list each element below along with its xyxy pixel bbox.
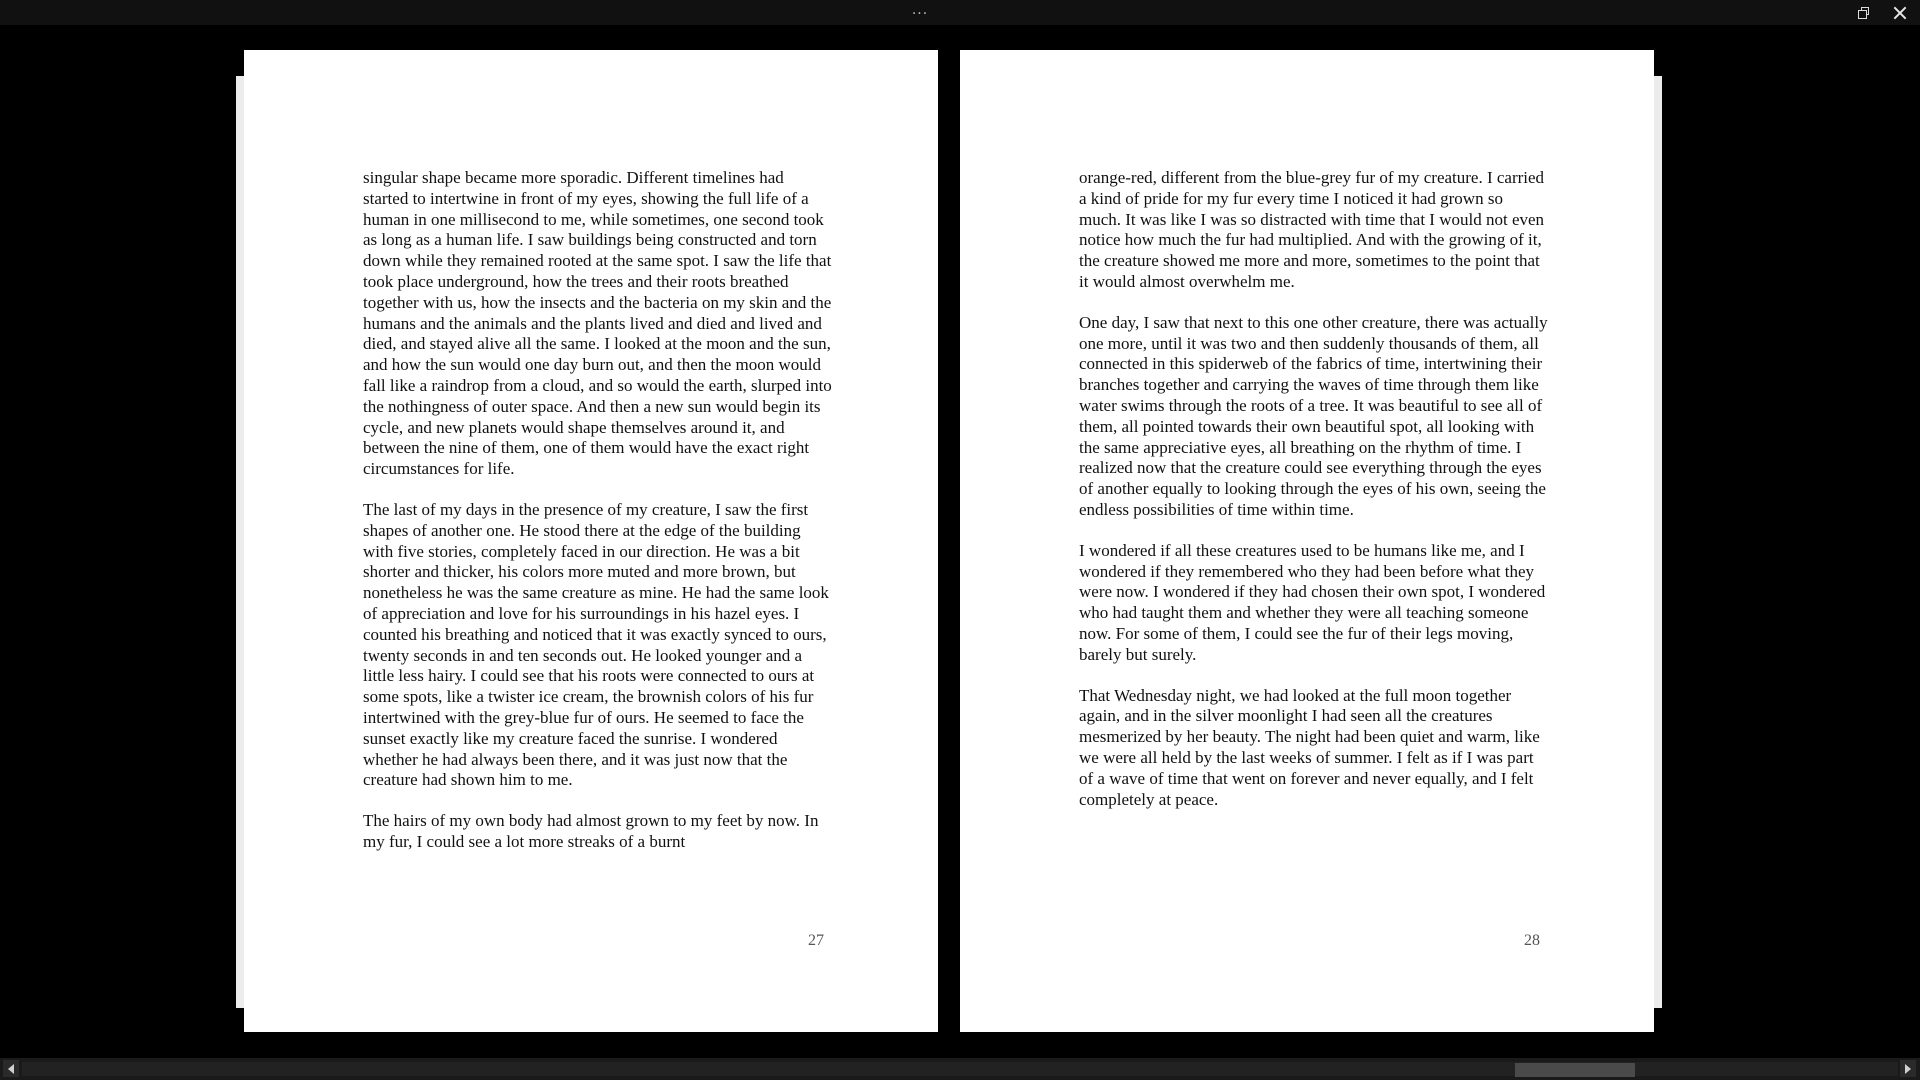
book-page-right <box>960 50 1654 1032</box>
scroll-left-button[interactable] <box>3 1060 19 1077</box>
paragraph: That Wednesday night, we had looked at the full moon together again, and in the silver moonlight I had seen all the creatures mesmerized by her beauty. The night had been quiet and warm, like we were all held by the last weeks of summer. I felt as if I was part of a wave of time that went on forever and never equally, and I felt completely at peace. <box>1079 685 1540 809</box>
horizontal-scrollbar[interactable] <box>0 1058 1920 1080</box>
paragraph: I wondered if all these creatures used to be humans like me, and I wondered if they remembered who they had been before what they were now. I wondered if they had chosen their own spot, I wondered who had taught them and whether they were all teaching someone now. For some of them, I could see the fur of their legs moving, barely but surely. <box>1079 540 1546 664</box>
paragraph: The hairs of my own body had almost grown to my feet by now. In my fur, I could see a lot more streaks of a burnt <box>363 811 819 851</box>
paragraph: The last of my days in the presence of my creature, I saw the first shapes of another one. He stood there at the edge of the building with five stories, completely faced in our direction. He was a bit shorter and thicker, his colors more muted and more brown, but nonetheless he was the same creature as mine. He had the same look of appreciation and love for his surroundings in his hazel eyes. I counted his breathing and noticed that it was exactly synced to ours, twenty seconds in and ten seconds out. He looked younger and a little less hairy. I could see that his roots were connected to ours at some spots, like a twister ice cream, the brownish colors of his fur intertwined with the grey-blue fur of ours. He seemed to face the sunset exactly like my creature faced the sunrise. I wondered whether he had always been there, and it was just now that the creature had shown him to me. <box>363 499 829 790</box>
arrow-left-icon <box>8 1064 14 1074</box>
paragraph: singular shape became more sporadic. Different timelines had started to intertwine in front of my eyes, showing the full life of a human in one millisecond to me, while sometimes, one second took as long as a human life. I saw buildings being constructed and torn down while they remained rooted at the same spot. I saw the life that took place underground, how the trees and their roots breathed together with us, how the insects and the bacteria on my skin and the humans and the animals and the plants lived and died and lived and died, and stayed alive all the same. I looked at the moon and the sun, and how the sun would one day burn out, and then the moon would fall like a raindrop from a cloud, and so would the earth, slurped into the nothingness of outer space. And then a new sun would begin its cycle, and new planets would shape themselves around it, and between the nine of them, one of them would have the exact right circumstances for life. <box>363 168 832 479</box>
page-number: 28 <box>1524 932 1540 949</box>
scroll-thumb[interactable] <box>1515 1063 1635 1077</box>
more-options-button[interactable]: ... <box>911 2 929 18</box>
page-number: 27 <box>808 932 824 949</box>
page-body-text <box>363 168 833 873</box>
close-window-button[interactable] <box>1885 0 1915 25</box>
restore-window-icon <box>1858 7 1870 19</box>
close-icon <box>1893 6 1907 20</box>
page-body-text <box>1079 168 1549 830</box>
scroll-right-button[interactable] <box>1900 1060 1916 1077</box>
arrow-right-icon <box>1905 1064 1911 1074</box>
title-bar <box>0 0 1920 25</box>
book-page-left <box>244 50 938 1032</box>
restore-window-button[interactable] <box>1849 0 1879 25</box>
paragraph: orange-red, different from the blue-grey fur of my creature. I carried a kind of pride for my fur every time I noticed it had grown so much. It was like I was so distracted with time that I would not even notice how much the fur had multiplied. And with the growing of it, the creature showed me more and more, sometimes to the point that it would almost overwhelm me. <box>1079 168 1545 291</box>
paragraph: One day, I saw that next to this one other creature, there was actually one more, until it was two and then suddenly thousands of them, all connected in this spiderweb of the fabrics of time, intertwining their branches together and carrying the waves of time through them like water swims through the roots of a tree. It was beautiful to see all of them, all pointed towards their own beautiful spot, all looking with the same appreciative eyes, all breathing on the rhythm of time. I realized now that the creature could see everything through the eyes of another equally to looking through the eyes of his own, seeing the endless possibilities of time within time. <box>1079 312 1548 519</box>
